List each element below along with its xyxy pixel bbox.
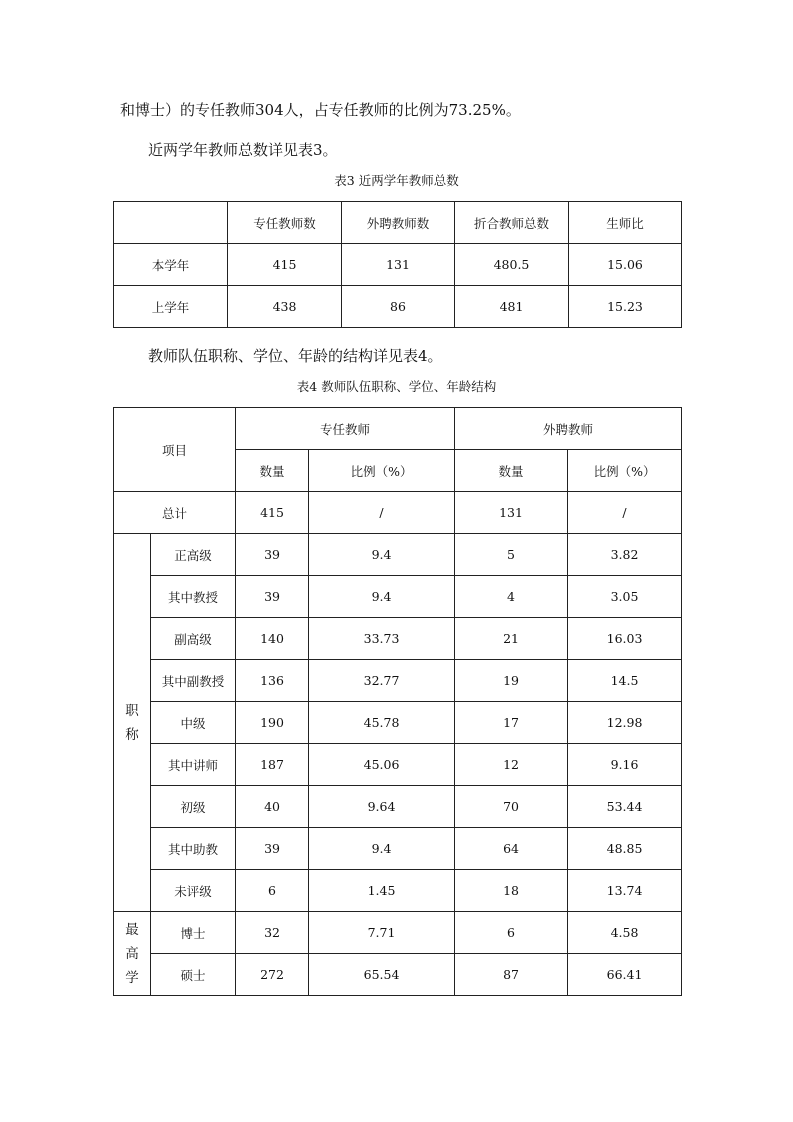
table-cell: 本学年 [114, 244, 228, 286]
table-cell: 70 [455, 786, 568, 828]
table-cell: 33.73 [309, 618, 455, 660]
table-cell: 415 [236, 492, 309, 534]
table-cell: 12 [455, 744, 568, 786]
table-row [114, 286, 682, 328]
table-cell: 3.05 [568, 576, 682, 618]
table-cell: 14.5 [568, 660, 682, 702]
table4-total-row [114, 492, 682, 534]
table4-header-row [114, 408, 682, 450]
table3-header-cell: 折合教师总数 [455, 202, 569, 244]
table-cell: 15.06 [569, 244, 682, 286]
table-cell: 其中助教 [151, 828, 236, 870]
table-cell: 6 [455, 912, 568, 954]
table3-header-cell: 生师比 [569, 202, 682, 244]
table4-group-parttime: 外聘教师 [455, 408, 682, 450]
table-row [114, 660, 682, 702]
table-row [114, 786, 682, 828]
table-cell: 86 [342, 286, 455, 328]
table4-subheader-count: 数量 [236, 450, 309, 492]
table4-title-group-label [114, 534, 151, 912]
table-row [114, 954, 682, 996]
table4-subheader-count: 数量 [455, 450, 568, 492]
table-cell: 其中讲师 [151, 744, 236, 786]
table-row [114, 534, 682, 576]
table-cell: 65.54 [309, 954, 455, 996]
table-cell: 16.03 [568, 618, 682, 660]
table-cell: 18 [455, 870, 568, 912]
group-label-char: 高 [125, 945, 139, 962]
table-cell: 64 [455, 828, 568, 870]
table-cell: 66.41 [568, 954, 682, 996]
table4-item-header: 项目 [114, 408, 236, 492]
table-cell: 39 [236, 828, 309, 870]
group-label-char: 称 [125, 726, 139, 743]
table-cell: 19 [455, 660, 568, 702]
table3 [113, 201, 682, 328]
group-label-char: 最 [125, 921, 139, 938]
table4-subheader-ratio: 比例（%） [568, 450, 682, 492]
table-row [114, 744, 682, 786]
table-cell: 总计 [114, 492, 236, 534]
table-cell: 187 [236, 744, 309, 786]
table-cell: 其中教授 [151, 576, 236, 618]
table-cell: 39 [236, 576, 309, 618]
table-cell: 415 [228, 244, 342, 286]
paragraph-continuation: 和博士）的专任教师304人，占专任教师的比例为73.25%。 [120, 101, 521, 119]
table-cell: 53.44 [568, 786, 682, 828]
table-cell: 136 [236, 660, 309, 702]
table3-header-row [114, 202, 682, 244]
table-cell: 中级 [151, 702, 236, 744]
table3-header-cell: 外聘教师数 [342, 202, 455, 244]
table-cell: 4.58 [568, 912, 682, 954]
table-cell: / [309, 492, 455, 534]
table-cell: 140 [236, 618, 309, 660]
table-cell: 其中副教授 [151, 660, 236, 702]
table-cell: 481 [455, 286, 569, 328]
table-cell: / [568, 492, 682, 534]
table-cell: 12.98 [568, 702, 682, 744]
table-cell: 4 [455, 576, 568, 618]
table-cell: 9.4 [309, 576, 455, 618]
table-cell: 初级 [151, 786, 236, 828]
table-cell: 9.64 [309, 786, 455, 828]
table-cell: 3.82 [568, 534, 682, 576]
table-cell: 480.5 [455, 244, 569, 286]
table-row [114, 244, 682, 286]
table-cell: 40 [236, 786, 309, 828]
table3-header-cell: 专任教师数 [228, 202, 342, 244]
table-cell: 硕士 [151, 954, 236, 996]
table-cell: 博士 [151, 912, 236, 954]
table4-caption: 表4 教师队伍职称、学位、年龄结构 [296, 379, 497, 394]
table4-degree-group-label [114, 912, 151, 996]
table-cell: 13.74 [568, 870, 682, 912]
table-cell: 438 [228, 286, 342, 328]
group-label-char: 职 [125, 702, 139, 719]
paragraph-table4-intro: 教师队伍职称、学位、年龄的结构详见表4。 [148, 347, 443, 365]
table-cell: 9.4 [309, 534, 455, 576]
table-cell: 未评级 [151, 870, 236, 912]
table-cell: 7.71 [309, 912, 455, 954]
table-cell: 39 [236, 534, 309, 576]
table-cell: 6 [236, 870, 309, 912]
table4-group-fulltime: 专任教师 [236, 408, 455, 450]
table-cell: 5 [455, 534, 568, 576]
table-row [114, 702, 682, 744]
table4-subheader-ratio: 比例（%） [309, 450, 455, 492]
table-cell: 190 [236, 702, 309, 744]
paragraph-table3-intro: 近两学年教师总数详见表3。 [148, 141, 338, 159]
table-row [114, 576, 682, 618]
table-cell: 副高级 [151, 618, 236, 660]
table3-caption: 表3 近两学年教师总数 [334, 173, 459, 188]
table4 [113, 407, 682, 996]
table-cell: 正高级 [151, 534, 236, 576]
table-cell: 45.78 [309, 702, 455, 744]
table-cell: 32.77 [309, 660, 455, 702]
table-cell: 9.16 [568, 744, 682, 786]
table-cell: 上学年 [114, 286, 228, 328]
table-cell: 1.45 [309, 870, 455, 912]
table-row [114, 618, 682, 660]
group-label-char: 学 [125, 969, 139, 986]
table-row [114, 912, 682, 954]
table-cell: 21 [455, 618, 568, 660]
table-cell: 48.85 [568, 828, 682, 870]
table-row [114, 870, 682, 912]
table-cell: 17 [455, 702, 568, 744]
table-cell: 15.23 [569, 286, 682, 328]
table-cell: 87 [455, 954, 568, 996]
table-cell: 272 [236, 954, 309, 996]
table-cell: 45.06 [309, 744, 455, 786]
table-cell: 131 [342, 244, 455, 286]
table3-header-cell [114, 202, 228, 244]
table-cell: 32 [236, 912, 309, 954]
table-cell: 131 [455, 492, 568, 534]
table-row [114, 828, 682, 870]
table-cell: 9.4 [309, 828, 455, 870]
